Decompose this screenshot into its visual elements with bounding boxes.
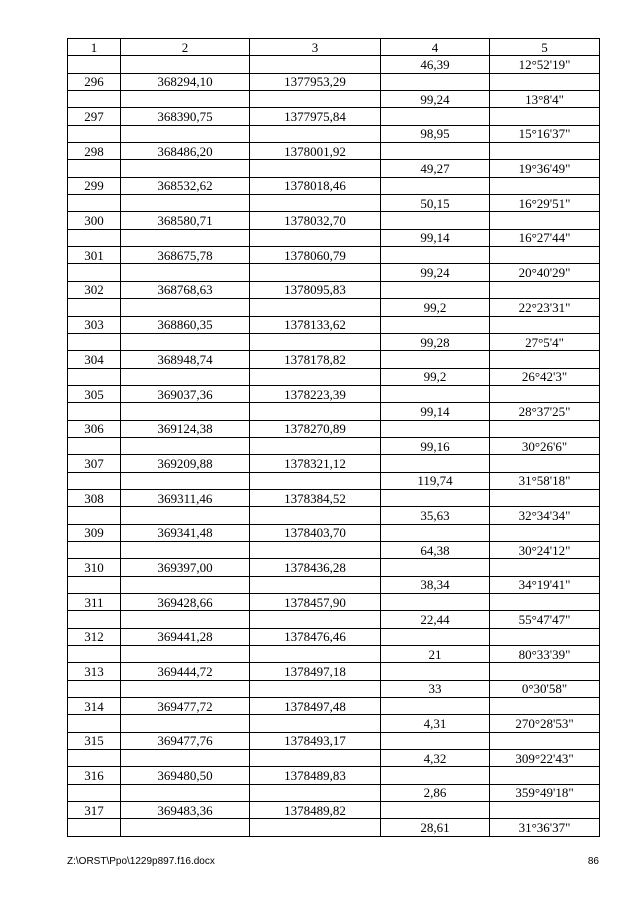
- table-cell: [68, 680, 121, 697]
- table-cell: [68, 403, 121, 420]
- table-cell: [381, 108, 490, 125]
- table-cell: 30°24'12": [490, 541, 600, 558]
- table-row: [68, 212, 600, 229]
- table-cell: [490, 316, 600, 333]
- table-cell: [250, 91, 381, 108]
- table-cell: [68, 264, 121, 281]
- table-cell: 15°16'37": [490, 125, 600, 142]
- table-cell: 1377975,84: [250, 108, 381, 125]
- table-cell: [250, 56, 381, 73]
- table-cell: 99,2: [381, 299, 490, 316]
- table-cell: [250, 784, 381, 801]
- table-cell: 80°33'39": [490, 646, 600, 663]
- table-cell: 299: [68, 177, 121, 194]
- table-cell: [381, 628, 490, 645]
- table-row: [68, 299, 600, 316]
- table-cell: 22,44: [381, 611, 490, 628]
- table-row: [68, 108, 600, 125]
- table-cell: [490, 108, 600, 125]
- table-header-row: [68, 39, 600, 56]
- table-cell: [121, 333, 250, 350]
- table-cell: 316: [68, 767, 121, 784]
- table-cell: 368580,71: [121, 212, 250, 229]
- table-cell: [381, 281, 490, 298]
- table-cell: [490, 247, 600, 264]
- table-cell: 368390,75: [121, 108, 250, 125]
- table-cell: 359°49'18": [490, 784, 600, 801]
- table-cell: 32°34'34": [490, 507, 600, 524]
- footer-file-path: Z:\ORST\Ppo\1229p897.f16.docx: [67, 856, 215, 867]
- table-cell: 369209,88: [121, 455, 250, 472]
- table-cell: 368486,20: [121, 143, 250, 160]
- table-cell: [381, 420, 490, 437]
- table-cell: 35,63: [381, 507, 490, 524]
- table-cell: 27°5'4": [490, 333, 600, 350]
- table-cell: 1378436,28: [250, 559, 381, 576]
- table-cell: 1378489,82: [250, 802, 381, 819]
- table-cell: 1378497,48: [250, 698, 381, 715]
- table-cell: [381, 143, 490, 160]
- table-cell: [490, 663, 600, 680]
- table-cell: 368860,35: [121, 316, 250, 333]
- table-cell: [121, 56, 250, 73]
- table-cell: [68, 56, 121, 73]
- table-cell: [68, 333, 121, 350]
- table-cell: 1378133,62: [250, 316, 381, 333]
- table-cell: 99,14: [381, 403, 490, 420]
- table-cell: 38,34: [381, 576, 490, 593]
- table-row: [68, 229, 600, 246]
- table-cell: 300: [68, 212, 121, 229]
- table-cell: [68, 472, 121, 489]
- table-cell: 1378095,83: [250, 281, 381, 298]
- table-cell: 313: [68, 663, 121, 680]
- table-cell: [121, 715, 250, 732]
- table-cell: [381, 767, 490, 784]
- table-cell: 98,95: [381, 125, 490, 142]
- table-cell: [250, 541, 381, 558]
- table-cell: [68, 299, 121, 316]
- table-row: [68, 351, 600, 368]
- table-cell: 369397,00: [121, 559, 250, 576]
- table-cell: 64,38: [381, 541, 490, 558]
- table-cell: [250, 437, 381, 454]
- table-cell: 1378223,39: [250, 385, 381, 402]
- coordinates-table: [67, 38, 600, 837]
- table-cell: 31°36'37": [490, 819, 600, 836]
- table-cell: 12°52'19": [490, 56, 600, 73]
- table-row: [68, 819, 600, 836]
- table-cell: [121, 507, 250, 524]
- table-cell: 369477,72: [121, 698, 250, 715]
- table-cell: [250, 368, 381, 385]
- table-row: [68, 541, 600, 558]
- table-row: [68, 281, 600, 298]
- table-cell: [490, 732, 600, 749]
- table-cell: [490, 559, 600, 576]
- table-row: [68, 663, 600, 680]
- table-row: [68, 628, 600, 645]
- table-cell: [490, 594, 600, 611]
- table-cell: 21: [381, 646, 490, 663]
- table-cell: [68, 819, 121, 836]
- table-cell: [381, 73, 490, 90]
- table-cell: 13°8'4": [490, 91, 600, 108]
- table-cell: 369037,36: [121, 385, 250, 402]
- table-cell: [121, 299, 250, 316]
- table-row: [68, 680, 600, 697]
- table-cell: 368768,63: [121, 281, 250, 298]
- table-cell: 303: [68, 316, 121, 333]
- table-cell: [250, 507, 381, 524]
- table-cell: [68, 750, 121, 767]
- table-cell: 302: [68, 281, 121, 298]
- table-cell: [490, 420, 600, 437]
- table-cell: 368948,74: [121, 351, 250, 368]
- table-cell: 1378489,83: [250, 767, 381, 784]
- table-cell: [490, 385, 600, 402]
- table-row: [68, 611, 600, 628]
- table-cell: 99,28: [381, 333, 490, 350]
- table-row: [68, 524, 600, 541]
- table-cell: 297: [68, 108, 121, 125]
- table-cell: 296: [68, 73, 121, 90]
- table-row: [68, 732, 600, 749]
- table-cell: [250, 125, 381, 142]
- table-cell: [68, 715, 121, 732]
- table-cell: 314: [68, 698, 121, 715]
- table-cell: 22°23'31": [490, 299, 600, 316]
- table-cell: 315: [68, 732, 121, 749]
- table-cell: [250, 611, 381, 628]
- table-cell: [121, 472, 250, 489]
- table-cell: [250, 333, 381, 350]
- table-row: [68, 56, 600, 73]
- table-cell: [250, 160, 381, 177]
- table-cell: 46,39: [381, 56, 490, 73]
- table-cell: 33: [381, 680, 490, 697]
- table-cell: [121, 264, 250, 281]
- table-cell: 311: [68, 594, 121, 611]
- table-row: [68, 195, 600, 212]
- table-cell: [121, 541, 250, 558]
- table-row: [68, 472, 600, 489]
- table-cell: 1378001,92: [250, 143, 381, 160]
- table-cell: [490, 767, 600, 784]
- table-cell: 28°37'25": [490, 403, 600, 420]
- table-cell: [121, 680, 250, 697]
- table-cell: [381, 802, 490, 819]
- table-cell: 16°29'51": [490, 195, 600, 212]
- table-cell: [68, 611, 121, 628]
- table-cell: [121, 750, 250, 767]
- table-row: [68, 264, 600, 281]
- table-cell: [381, 594, 490, 611]
- table-cell: [121, 576, 250, 593]
- table-cell: 119,74: [381, 472, 490, 489]
- table-cell: 99,16: [381, 437, 490, 454]
- table-cell: [121, 784, 250, 801]
- table-cell: [490, 628, 600, 645]
- table-cell: [381, 732, 490, 749]
- table-cell: 34°19'41": [490, 576, 600, 593]
- column-header: 1: [68, 39, 121, 56]
- table-cell: [490, 698, 600, 715]
- table-cell: 369444,72: [121, 663, 250, 680]
- table-row: [68, 333, 600, 350]
- table-cell: [490, 351, 600, 368]
- table-cell: [381, 698, 490, 715]
- table-cell: 369480,50: [121, 767, 250, 784]
- table-cell: 368294,10: [121, 73, 250, 90]
- table-row: [68, 698, 600, 715]
- table-cell: [381, 524, 490, 541]
- table-cell: 308: [68, 489, 121, 506]
- table-cell: 307: [68, 455, 121, 472]
- table-cell: [250, 229, 381, 246]
- table-row: [68, 368, 600, 385]
- table-row: [68, 403, 600, 420]
- table-cell: 369124,38: [121, 420, 250, 437]
- table-cell: [68, 125, 121, 142]
- table-cell: 369477,76: [121, 732, 250, 749]
- table-row: [68, 316, 600, 333]
- table-cell: [250, 195, 381, 212]
- table-cell: 305: [68, 385, 121, 402]
- table-row: [68, 489, 600, 506]
- table-cell: [250, 472, 381, 489]
- table-row: [68, 91, 600, 108]
- table-cell: [490, 281, 600, 298]
- table-cell: 99,14: [381, 229, 490, 246]
- table-cell: [121, 819, 250, 836]
- table-cell: 310: [68, 559, 121, 576]
- table-cell: [68, 437, 121, 454]
- table-row: [68, 455, 600, 472]
- table-row: [68, 420, 600, 437]
- table-cell: 369483,36: [121, 802, 250, 819]
- table-cell: [121, 229, 250, 246]
- table-cell: 99,24: [381, 91, 490, 108]
- table-cell: 309°22'43": [490, 750, 600, 767]
- table-row: [68, 784, 600, 801]
- column-header: 5: [490, 39, 600, 56]
- table-cell: 0°30'58": [490, 680, 600, 697]
- table-cell: [250, 646, 381, 663]
- table-cell: 1378493,17: [250, 732, 381, 749]
- table-row: [68, 559, 600, 576]
- table-row: [68, 73, 600, 90]
- table-cell: 368532,62: [121, 177, 250, 194]
- table-cell: 1378403,70: [250, 524, 381, 541]
- table-cell: 99,2: [381, 368, 490, 385]
- table-body: [68, 56, 600, 836]
- table-row: [68, 576, 600, 593]
- table-cell: [121, 195, 250, 212]
- table-cell: [490, 802, 600, 819]
- table-cell: 304: [68, 351, 121, 368]
- table-row: [68, 160, 600, 177]
- table-cell: [121, 160, 250, 177]
- table-cell: [68, 195, 121, 212]
- table-cell: 55°47'47": [490, 611, 600, 628]
- column-header: 2: [121, 39, 250, 56]
- table-cell: 1378497,18: [250, 663, 381, 680]
- table-cell: 28,61: [381, 819, 490, 836]
- table-cell: [490, 524, 600, 541]
- table-cell: [490, 177, 600, 194]
- table-cell: [490, 489, 600, 506]
- table-cell: 317: [68, 802, 121, 819]
- table-cell: 30°26'6": [490, 437, 600, 454]
- table-row: [68, 507, 600, 524]
- table-cell: 1378032,70: [250, 212, 381, 229]
- table-cell: [68, 91, 121, 108]
- table-cell: 301: [68, 247, 121, 264]
- footer-page-number: 86: [587, 856, 599, 867]
- table-cell: 1378018,46: [250, 177, 381, 194]
- table-cell: 1378457,90: [250, 594, 381, 611]
- table-cell: 2,86: [381, 784, 490, 801]
- table-cell: 369311,46: [121, 489, 250, 506]
- table-cell: [381, 663, 490, 680]
- table-cell: [490, 143, 600, 160]
- table-cell: 16°27'44": [490, 229, 600, 246]
- table-cell: [68, 576, 121, 593]
- table-cell: [381, 559, 490, 576]
- table-cell: 1378384,52: [250, 489, 381, 506]
- table-cell: [68, 368, 121, 385]
- table-cell: [121, 611, 250, 628]
- column-header: 4: [381, 39, 490, 56]
- table-cell: [381, 455, 490, 472]
- table-cell: [381, 385, 490, 402]
- table-cell: 1377953,29: [250, 73, 381, 90]
- table-cell: 1378270,89: [250, 420, 381, 437]
- table-cell: [490, 73, 600, 90]
- table-cell: 20°40'29": [490, 264, 600, 281]
- table-cell: 99,24: [381, 264, 490, 281]
- table-cell: [381, 489, 490, 506]
- table-cell: 31°58'18": [490, 472, 600, 489]
- table-row: [68, 646, 600, 663]
- table-cell: 270°28'53": [490, 715, 600, 732]
- table-row: [68, 715, 600, 732]
- table-cell: 1378060,79: [250, 247, 381, 264]
- table-cell: 50,15: [381, 195, 490, 212]
- table-cell: [68, 160, 121, 177]
- table-cell: [68, 507, 121, 524]
- table-cell: [121, 437, 250, 454]
- table-cell: [381, 177, 490, 194]
- table-cell: 312: [68, 628, 121, 645]
- table-cell: [250, 715, 381, 732]
- table-cell: 369341,48: [121, 524, 250, 541]
- table-cell: [250, 680, 381, 697]
- table-cell: [250, 403, 381, 420]
- table-cell: [121, 368, 250, 385]
- table-cell: [68, 541, 121, 558]
- table-cell: [250, 750, 381, 767]
- table-cell: [121, 125, 250, 142]
- table-cell: 369428,66: [121, 594, 250, 611]
- table-cell: 369441,28: [121, 628, 250, 645]
- table-cell: [68, 229, 121, 246]
- table-cell: [121, 646, 250, 663]
- table-cell: [381, 247, 490, 264]
- table-cell: 1378321,12: [250, 455, 381, 472]
- table-cell: [250, 264, 381, 281]
- column-header: 3: [250, 39, 381, 56]
- table-cell: 19°36'49": [490, 160, 600, 177]
- table-cell: [381, 316, 490, 333]
- table-cell: 1378476,46: [250, 628, 381, 645]
- table-cell: [250, 299, 381, 316]
- table-row: [68, 802, 600, 819]
- table-cell: [490, 455, 600, 472]
- table-cell: 298: [68, 143, 121, 160]
- table-row: [68, 594, 600, 611]
- table-cell: [381, 351, 490, 368]
- table-cell: 26°42'3": [490, 368, 600, 385]
- table-cell: 4,31: [381, 715, 490, 732]
- table-row: [68, 437, 600, 454]
- table-row: [68, 385, 600, 402]
- table-row: [68, 143, 600, 160]
- table-row: [68, 125, 600, 142]
- table-row: [68, 247, 600, 264]
- table-cell: [68, 646, 121, 663]
- table-cell: [490, 212, 600, 229]
- table-cell: 4,32: [381, 750, 490, 767]
- table-cell: 49,27: [381, 160, 490, 177]
- table-cell: 309: [68, 524, 121, 541]
- table-cell: [121, 91, 250, 108]
- table-cell: 368675,78: [121, 247, 250, 264]
- table-cell: [250, 576, 381, 593]
- table-row: [68, 177, 600, 194]
- table-cell: [381, 212, 490, 229]
- table-cell: [250, 819, 381, 836]
- table-cell: [68, 784, 121, 801]
- table-cell: [121, 403, 250, 420]
- table-row: [68, 750, 600, 767]
- table-cell: 1378178,82: [250, 351, 381, 368]
- table-cell: 306: [68, 420, 121, 437]
- table-row: [68, 767, 600, 784]
